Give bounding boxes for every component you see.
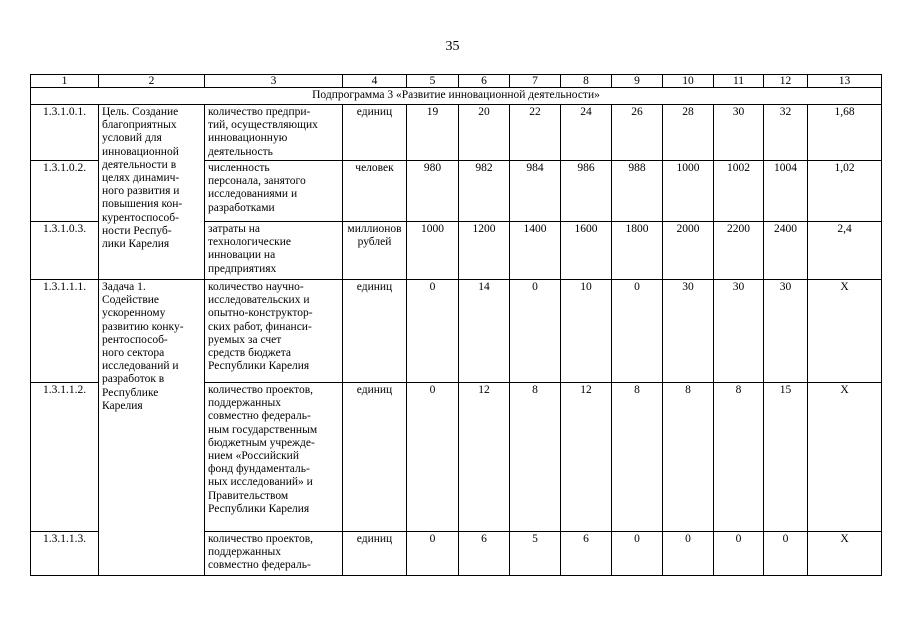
value-cell: 12 (459, 383, 510, 532)
table-row (31, 280, 882, 383)
value-cell: 30 (663, 280, 714, 383)
subprogram-row (31, 88, 882, 105)
column-header: 13 (808, 75, 882, 88)
indicator-cell: количество проектов, поддержанных совместно федераль- (205, 532, 343, 576)
value-cell: 1600 (561, 222, 612, 280)
value-cell: 32 (764, 105, 808, 161)
value-cell: 8 (714, 383, 764, 532)
value-cell: 0 (612, 532, 663, 576)
value-cell: 0 (407, 280, 459, 383)
value-cell: 10 (561, 280, 612, 383)
value-cell: 6 (459, 532, 510, 576)
value-cell: 2000 (663, 222, 714, 280)
value-cell: 0 (714, 532, 764, 576)
value-cell: 19 (407, 105, 459, 161)
value-cell: 1,02 (808, 161, 882, 222)
unit-cell: единиц (343, 280, 407, 383)
value-cell: 26 (612, 105, 663, 161)
value-cell: 8 (510, 383, 561, 532)
value-cell: 1004 (764, 161, 808, 222)
value-cell: 980 (407, 161, 459, 222)
value-cell: 984 (510, 161, 561, 222)
unit-cell: единиц (343, 532, 407, 576)
value-cell: 5 (510, 532, 561, 576)
column-header: 5 (407, 75, 459, 88)
value-cell: Х (808, 280, 882, 383)
value-cell: 0 (510, 280, 561, 383)
value-cell: 15 (764, 383, 808, 532)
indicator-cell: затраты на технологические инновации на предприятиях (205, 222, 343, 280)
value-cell: 24 (561, 105, 612, 161)
value-cell: 1800 (612, 222, 663, 280)
goal-cell: Цель. Создание благоприятных условий для инновационной деятельности в целях динамич- ного развития и повышения кон- курентоспособ- ности Респуб- лики Карелия (99, 105, 205, 280)
value-cell: 22 (510, 105, 561, 161)
value-cell: Х (808, 383, 882, 532)
value-cell: 0 (407, 532, 459, 576)
column-header: 8 (561, 75, 612, 88)
value-cell: 1002 (714, 161, 764, 222)
value-cell: 2400 (764, 222, 808, 280)
value-cell: 12 (561, 383, 612, 532)
value-cell: 0 (764, 532, 808, 576)
value-cell: 2200 (714, 222, 764, 280)
indicator-cell: количество предпри- тий, осуществляющих инновационную деятельность (205, 105, 343, 161)
task-cell: Задача 1. Содействие ускоренному развитию конку- рентоспособ- ного сектора исследований и разработок в Республике Карелия (99, 280, 205, 576)
value-cell: 1200 (459, 222, 510, 280)
value-cell: 14 (459, 280, 510, 383)
indicator-cell: количество научно- исследовательских и опытно-конструктор- ских работ, финанси- руемых за счет средств бюджета Республики Карелия (205, 280, 343, 383)
subprogram-title: Подпрограмма 3 «Развитие инновационной деятельности» (31, 88, 882, 105)
value-cell: 6 (561, 532, 612, 576)
value-cell: 982 (459, 161, 510, 222)
value-cell: 28 (663, 105, 714, 161)
value-cell: 30 (714, 280, 764, 383)
row-code: 1.3.1.1.3. (31, 532, 99, 576)
unit-cell: единиц (343, 383, 407, 532)
value-cell: Х (808, 532, 882, 576)
indicator-cell: численность персонала, занятого исследованиями и разработками (205, 161, 343, 222)
column-header: 4 (343, 75, 407, 88)
unit-cell: миллионов рублей (343, 222, 407, 280)
row-code: 1.3.1.1.1. (31, 280, 99, 383)
column-number-row (31, 75, 882, 88)
row-code: 1.3.1.1.2. (31, 383, 99, 532)
value-cell: 1000 (407, 222, 459, 280)
row-code: 1.3.1.0.3. (31, 222, 99, 280)
unit-cell: человек (343, 161, 407, 222)
value-cell: 20 (459, 105, 510, 161)
value-cell: 30 (764, 280, 808, 383)
column-header: 3 (205, 75, 343, 88)
value-cell: 1400 (510, 222, 561, 280)
column-header: 7 (510, 75, 561, 88)
value-cell: 1,68 (808, 105, 882, 161)
indicators-table (30, 74, 882, 576)
value-cell: 8 (612, 383, 663, 532)
indicator-cell: количество проектов, поддержанных совместно федераль- ным государственным бюджетным учрежде- нием «Российский фонд фундаменталь- ных исследований» и Правительством Республики Карелия (205, 383, 343, 532)
value-cell: 30 (714, 105, 764, 161)
value-cell: 0 (407, 383, 459, 532)
value-cell: 2,4 (808, 222, 882, 280)
value-cell: 0 (612, 280, 663, 383)
page-number: 35 (445, 39, 460, 54)
row-code: 1.3.1.0.1. (31, 105, 99, 161)
row-code: 1.3.1.0.2. (31, 161, 99, 222)
column-header: 6 (459, 75, 510, 88)
value-cell: 1000 (663, 161, 714, 222)
unit-cell: единиц (343, 105, 407, 161)
table-row (31, 105, 882, 161)
value-cell: 988 (612, 161, 663, 222)
column-header: 1 (31, 75, 99, 88)
column-header: 2 (99, 75, 205, 88)
column-header: 10 (663, 75, 714, 88)
value-cell: 8 (663, 383, 714, 532)
column-header: 11 (714, 75, 764, 88)
value-cell: 0 (663, 532, 714, 576)
column-header: 12 (764, 75, 808, 88)
column-header: 9 (612, 75, 663, 88)
value-cell: 986 (561, 161, 612, 222)
